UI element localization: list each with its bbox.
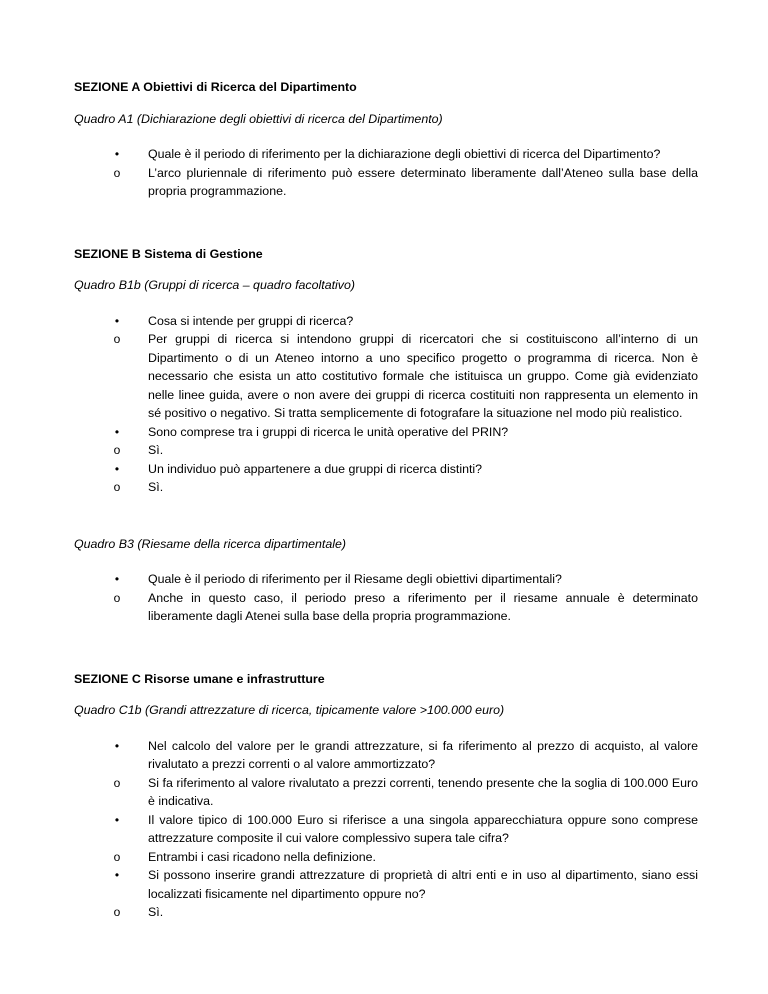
question-item: • Sono comprese tra i gruppi di ricerca le unità operative del PRIN? xyxy=(74,423,698,442)
quadro-title: Quadro A1 (Dichiarazione degli obiettivi di ricerca del Dipartimento) xyxy=(74,111,443,126)
circle-bullet-icon xyxy=(112,478,122,497)
bullet-icon xyxy=(112,570,122,589)
bullet-icon xyxy=(112,866,122,885)
section-heading: SEZIONE C Risorse umane e infrastrutture xyxy=(74,671,325,686)
qa-list xyxy=(74,570,698,626)
answer-item: o Si fa riferimento al valore rivalutato a prezzi correnti, tenendo presente che la soglia di 100.000 Euro è indicativa. xyxy=(74,774,698,811)
document-page xyxy=(74,78,698,922)
answer-item: o Per gruppi di ricerca si intendono gruppi di ricercatori che si costituiscono all’interno di un Dipartimento o di un Ateneo intorno a uno specifico progetto o programma di ricerca. Non è necessario che esista un atto costitutivo formale che istituisca un gruppo. Come già evidenziato nelle linee guida, avere o non avere dei gruppi di ricerca costituiti non rappresenta un elemento in sé positivo o negativo. Si tratta semplicemente di fotografare la situazione nel modo più realistico. xyxy=(74,330,698,423)
circle-bullet-icon xyxy=(112,589,122,608)
answer-item: o Anche in questo caso, il periodo preso a riferimento per il riesame annuale è determinato liberamente dagli Atenei sulla base della propria programmazione. xyxy=(74,589,698,626)
answer-item: o Sì. xyxy=(74,441,698,460)
question-item: • Nel calcolo del valore per le grandi attrezzature, si fa riferimento al prezzo di acquisto, al valore rivalutato a prezzi correnti o al valore ammortizzato? xyxy=(74,737,698,774)
question-item: • Un individuo può appartenere a due gruppi di ricerca distinti? xyxy=(74,460,698,479)
question-item: • Quale è il periodo di riferimento per la dichiarazione degli obiettivi di ricerca del Dipartimento? xyxy=(74,145,698,164)
answer-item: o Sì. xyxy=(74,478,698,497)
bullet-icon xyxy=(112,423,122,442)
circle-bullet-icon xyxy=(112,774,122,793)
circle-bullet-icon xyxy=(112,903,122,922)
answer-item: o Entrambi i casi ricadono nella definizione. xyxy=(74,848,698,867)
qa-list xyxy=(74,737,698,922)
section-heading: SEZIONE B Sistema di Gestione xyxy=(74,246,263,261)
quadro-title: Quadro C1b (Grandi attrezzature di ricerca, tipicamente valore >100.000 euro) xyxy=(74,703,505,717)
circle-bullet-icon xyxy=(112,164,122,183)
bullet-icon xyxy=(112,737,122,756)
circle-bullet-icon xyxy=(112,848,122,867)
answer-item: o Sì. xyxy=(74,903,698,922)
question-item: • Si possono inserire grandi attrezzature di proprietà di altri enti e in uso al dipartimento, siano essi localizzati fisicamente nel dipartimento oppure no? xyxy=(74,866,698,903)
bullet-icon xyxy=(112,145,122,164)
bullet-icon xyxy=(112,312,122,331)
bullet-icon xyxy=(112,460,122,479)
qa-list xyxy=(74,145,698,201)
qa-list xyxy=(74,312,698,497)
circle-bullet-icon xyxy=(112,330,122,349)
circle-bullet-icon xyxy=(112,441,122,460)
question-item: • Cosa si intende per gruppi di ricerca? xyxy=(74,312,698,331)
section-heading: SEZIONE A Obiettivi di Ricerca del Dipartimento xyxy=(74,80,357,94)
quadro-title: Quadro B1b (Gruppi di ricerca – quadro facoltativo) xyxy=(74,278,355,292)
bullet-icon xyxy=(112,811,122,830)
quadro-title: Quadro B3 (Riesame della ricerca dipartimentale) xyxy=(74,536,347,551)
question-item: • Il valore tipico di 100.000 Euro si riferisce a una singola apparecchiatura oppure sono comprese attrezzature composite il cui valore complessivo supera tale cifra? xyxy=(74,811,698,848)
question-item: • Quale è il periodo di riferimento per il Riesame degli obiettivi dipartimentali? xyxy=(74,570,698,589)
answer-item: o L’arco pluriennale di riferimento può essere determinato liberamente dall’Ateneo sulla base della propria programmazione. xyxy=(74,164,698,201)
